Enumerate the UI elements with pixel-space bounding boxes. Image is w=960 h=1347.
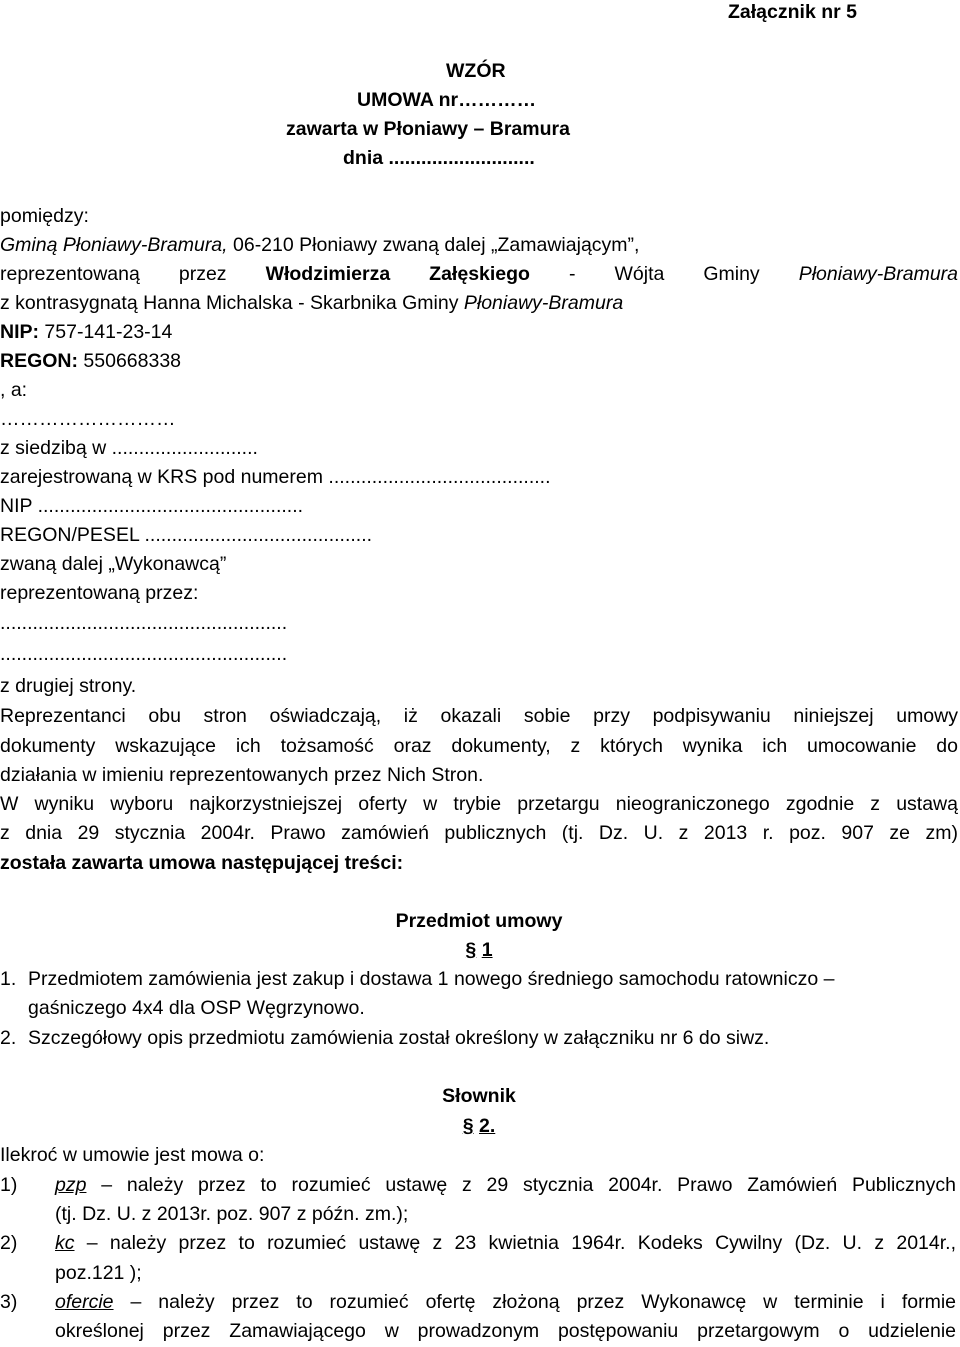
regon-line: [0, 350, 958, 373]
contractor-rep-blank-1: .....................................................: [0, 612, 288, 634]
section2-intro: Ilekroć w umowie jest mowa o:: [0, 1144, 265, 1166]
preamble-p1-line1: Reprezentanci obu stron oświadczają, iż okazali sobie przy podpisywaniu niniejszej umowy: [0, 705, 958, 727]
and-line: , a:: [0, 379, 28, 401]
definition-text: – należy przez to rozumieć ustawę z 23 kwietnia 1964r. Kodeks Cywilny (Dz. U. z 2014r.,: [86, 1232, 956, 1254]
regon-label: REGON:: [0, 350, 78, 372]
nip-label: NIP:: [0, 321, 39, 343]
item-text: [55, 1291, 956, 1314]
item-text: Szczegółowy opis przedmiotu zamówienia został określony w załączniku nr 6 do siwz.: [28, 1027, 770, 1049]
gmina-address: 06-210 Płoniawy: [233, 234, 378, 256]
item-text: Przedmiotem zamówienia jest zakup i dostawa 1 nowego średniego samochodu ratowniczo –: [28, 968, 835, 990]
section2-number-value: 2.: [479, 1115, 496, 1137]
section1-title: Przedmiot umowy: [395, 910, 563, 932]
representative-line: [0, 263, 958, 286]
item-text: określonej przez Zamawiającego w prowadzonym postępowaniu przetargowym o udzielenie: [55, 1320, 956, 1342]
item-text: [55, 1232, 956, 1255]
parties-intro: pomiędzy:: [0, 205, 89, 227]
preamble-p2-line2: z dnia 29 stycznia 2004r. Prawo zamówień publicznych (tj. Dz. U. z 2013 r. poz. 907 ze zm): [0, 822, 958, 844]
defined-term: pzp: [55, 1174, 87, 1196]
preamble-p2-line1: W wyniku wyboru najkorzystniejszej oferty w trybie przetargu nieograniczonego zgodnie z ustawą: [0, 793, 958, 815]
item-text: gaśniczego 4x4 dla OSP Węgrzynowo.: [28, 997, 365, 1019]
item-text: (tj. Dz. U. z 2013r. poz. 907 z późn. zm.);: [55, 1203, 409, 1225]
preamble-p1-line2: dokumenty wskazujące ich tożsamość oraz dokumenty, z których wynika ich umocowanie do: [0, 735, 958, 757]
contractor-rep-blank-2: .....................................................: [0, 643, 288, 665]
other-side-line: z drugiej strony.: [0, 675, 137, 697]
defined-term: kc: [55, 1232, 75, 1254]
item-text: [55, 1174, 956, 1197]
item-number: 3): [0, 1291, 18, 1313]
gmina-name: Gminą Płoniawy-Bramura,: [0, 234, 228, 256]
section1-number-value: 1: [481, 939, 493, 961]
contract-number: UMOWA nr…………: [357, 89, 537, 111]
item-text: poz.121 );: [55, 1262, 142, 1284]
contractor-represented-by: reprezentowaną przez:: [0, 582, 199, 604]
gmina-line: [0, 234, 958, 257]
doc-template-label: WZÓR: [446, 60, 506, 82]
section2-title: Słownik: [442, 1085, 516, 1107]
nip-line: [0, 321, 958, 344]
rep-prefix: reprezentowaną przez: [0, 263, 227, 285]
item-number: 1): [0, 1174, 18, 1196]
gmina-called: zwaną dalej „Zamawiającym”,: [382, 234, 640, 256]
contractor-called: zwaną dalej „Wykonawcą”: [0, 553, 227, 575]
definition-text: – należy przez to rozumieć ustawę z 29 stycznia 2004r. Prawo Zamówień Publicznych: [101, 1174, 956, 1196]
countersign-gmina: Płoniawy-Bramura: [463, 292, 624, 314]
contract-place: zawarta w Płoniawy – Bramura: [286, 118, 570, 140]
countersign-prefix: z kontrasygnatą Hanna Michalska - Skarbnika Gminy: [0, 292, 459, 314]
contract-date: dnia ...........................: [343, 147, 535, 169]
rep-gmina: Płoniawy-Bramura: [798, 263, 959, 285]
contractor-seat: z siedzibą w ...........................: [0, 437, 258, 459]
rep-role: - Wójta Gminy: [568, 263, 760, 285]
contractor-regon-pesel: REGON/PESEL ..........................................: [0, 524, 373, 546]
regon-value: 550668338: [83, 350, 182, 372]
preamble-p2-line3: została zawarta umowa następującej treści:: [0, 852, 404, 874]
rep-name: Włodzimierza Załęskiego: [265, 263, 530, 285]
definition-text: – należy przez to rozumieć ofertę złożoną przez Wykonawcę w terminie i formie: [130, 1291, 956, 1313]
contractor-name-blank: ………………………: [0, 408, 176, 430]
item-number: 1.: [0, 968, 17, 990]
defined-term: ofercie: [55, 1291, 114, 1313]
countersign-line: [0, 292, 958, 315]
item-number: 2): [0, 1232, 18, 1254]
contractor-krs: zarejestrowaną w KRS pod numerem .........................................: [0, 466, 551, 488]
section1-number: § 1: [465, 939, 493, 961]
preamble-p1-line3: działania w imieniu reprezentowanych przez Nich Stron.: [0, 764, 484, 786]
section2-number: § 2.: [462, 1115, 496, 1137]
contractor-nip: NIP .................................................: [0, 495, 304, 517]
attachment-label: Załącznik nr 5: [728, 1, 857, 23]
item-number: 2.: [0, 1027, 17, 1049]
nip-value: 757-141-23-14: [44, 321, 173, 343]
